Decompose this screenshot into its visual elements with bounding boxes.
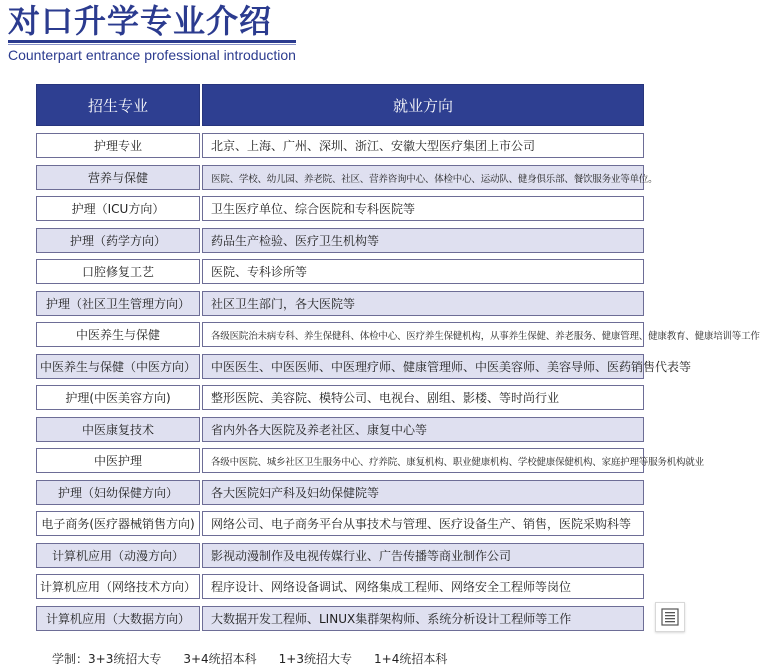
table-cell-career: 网络公司、电子商务平台从事技术与管理、医疗设备生产、销售，医院采购科等 <box>202 511 644 536</box>
table-cell-major: 中医护理 <box>36 448 200 473</box>
table-cell-major: 中医养生与保健 <box>36 322 200 347</box>
footer-item: 1+4统招本科 <box>374 652 448 666</box>
page-title: 对口升学专业介绍 <box>8 2 273 40</box>
table-cell-career: 社区卫生部门，各大医院等 <box>202 291 644 316</box>
footer-item: 3+4统招本科 <box>183 652 257 666</box>
table-cell-career: 医院、专科诊所等 <box>202 259 644 284</box>
qr-code-button[interactable] <box>655 602 685 632</box>
table-cell-major: 口腔修复工艺 <box>36 259 200 284</box>
table-cell-career: 省内外各大医院及养老社区、康复中心等 <box>202 417 644 442</box>
table-cell-major: 计算机应用（网络技术方向） <box>36 574 200 599</box>
table-cell-career: 整形医院、美容院、模特公司、电视台、剧组、影楼、等时尚行业 <box>202 385 644 410</box>
table-cell-career: 北京、上海、广州、深圳、浙江、安徽大型医疗集团上市公司 <box>202 133 644 158</box>
table-cell-major: 护理（妇幼保健方向） <box>36 480 200 505</box>
table-cell-major: 电子商务(医疗器械销售方向) <box>36 511 200 536</box>
table-cell-major: 计算机应用（大数据方向） <box>36 606 200 631</box>
footer-label: 学制： <box>52 652 89 666</box>
table-cell-career: 卫生医疗单位、综合医院和专科医院等 <box>202 196 644 221</box>
table-cell-career: 影视动漫制作及电视传媒行业、广告传播等商业制作公司 <box>202 543 644 568</box>
table-cell-major: 护理（药学方向） <box>36 228 200 253</box>
table-cell-major: 计算机应用（动漫方向） <box>36 543 200 568</box>
table-cell-major: 护理（社区卫生管理方向） <box>36 291 200 316</box>
table-cell-career: 药品生产检验、医疗卫生机构等 <box>202 228 644 253</box>
footer-program-length <box>52 650 469 667</box>
footer-item: 1+3统招大专 <box>278 652 352 666</box>
table-cell-major: 护理（ICU方向） <box>36 196 200 221</box>
table-cell-career: 中医医生、中医医师、中医理疗师、健康管理师、中医美容师、美容导师、医药销售代表等 <box>202 354 644 379</box>
table-cell-major: 护理专业 <box>36 133 200 158</box>
table-cell-major: 营养与保健 <box>36 165 200 190</box>
table-cell-career: 各大医院妇产科及妇幼保健院等 <box>202 480 644 505</box>
table-cell-career: 医院、学校、幼儿园、养老院、社区、营养咨询中心、体检中心、运动队、健身俱乐部、餐饮服务业等单位。 <box>202 165 644 190</box>
title-underline <box>8 40 296 43</box>
table-header-major: 招生专业 <box>36 84 200 126</box>
table-header-career: 就业方向 <box>202 84 644 126</box>
table-cell-career: 各级中医院、城乡社区卫生服务中心、疗养院、康复机构、职业健康机构、学校健康保健机构、家庭护理等服务机构就业 <box>202 448 644 473</box>
footer-item: 3+3统招大专 <box>88 652 162 666</box>
table-cell-major: 中医康复技术 <box>36 417 200 442</box>
qr-code-icon <box>661 608 679 626</box>
table-cell-career: 程序设计、网络设备调试、网络集成工程师、网络安全工程师等岗位 <box>202 574 644 599</box>
title-underline-thin <box>8 44 296 45</box>
table-cell-career: 大数据开发工程师、LINUX集群架构师、系统分析设计工程师等工作 <box>202 606 644 631</box>
table-cell-career: 各级医院治未病专科、养生保健科、体检中心、医疗养生保健机构，从事养生保健、养老服务、健康管理、健康教育、健康培训等工作 <box>202 322 644 347</box>
table-cell-major: 护理(中医美容方向) <box>36 385 200 410</box>
page-subtitle: Counterpart entrance professional introduction <box>8 47 296 63</box>
table-cell-major: 中医养生与保健（中医方向） <box>36 354 200 379</box>
